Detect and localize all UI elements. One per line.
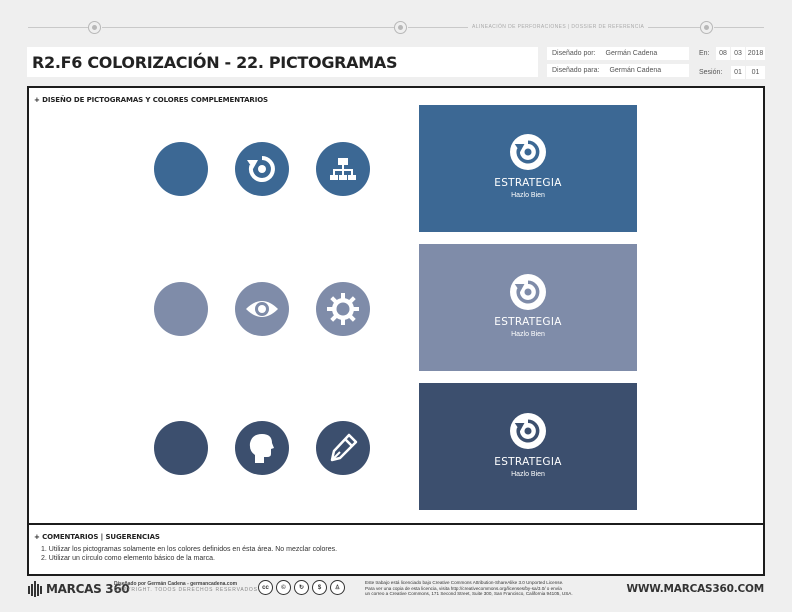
date-label: En: [699,50,710,57]
sitemap-pictogram [316,142,370,196]
designed-for-field [547,64,689,77]
eye-icon [242,289,282,329]
brand-logo-icon [510,134,546,170]
footer [0,576,792,612]
bars-logo-icon [28,581,42,597]
comments-list [41,545,337,563]
registration-strip [0,18,792,38]
sitemap-icon [328,154,358,184]
website-link[interactable]: WWW.MARCAS360.COM [626,583,764,595]
comment-item: 2. Utilizar un círculo como elemento básico de la marca. [41,555,215,562]
license-line: un correo a Creative Commons, 171 Second Street, Suite 300, San Francisco, California 94105, USA. [365,591,573,597]
date-year: 2018 [746,47,765,60]
color-swatch-secondary [154,282,208,336]
section-divider [29,523,763,525]
brand-name: ESTRATEGIA [494,316,562,328]
footer-credit [114,581,258,593]
strip-label: ALINEACIÓN DE PERFORACIONES | DOSSIER DE REFERENCIA [472,24,645,30]
designed-for-label: Diseñado para: [552,67,600,74]
eye-pictogram [235,282,289,336]
color-swatch-primary [154,142,208,196]
copyright-line: COPYRIGHT. TODOS DERECHOS RESERVADOS [114,587,258,593]
noncommercial-icon: $ [312,580,327,595]
comment-item: 1. Utilizar los pictogramas solamente en los colores definidos en ésta área. No mezclar colores. [41,546,338,553]
head-profile-icon [247,431,277,465]
refresh-pictogram [235,142,289,196]
brand-card-secondary [419,244,637,371]
section-title: + DISEÑO DE PICTOGRAMAS Y COLORES COMPLEMENTARIOS [34,96,269,104]
attribution-icon: © [276,580,291,595]
session-b: 01 [746,66,765,79]
brand-tagline: Hazlo Bien [511,471,545,478]
cc-icon: cc [258,580,273,595]
footer-brand: MARCAS 360 [46,582,130,596]
refresh-icon [245,152,279,186]
person-icon: ♙ [330,580,345,595]
brand-card-primary [419,105,637,232]
license-line: Este trabajo está licenciado bajo Creative Commons Attribution-ShareAlike 3.0 Unported License. [365,580,564,585]
brand-tagline: Hazlo Bien [511,331,545,338]
brand-name: ESTRATEGIA [494,177,562,189]
title-box [27,47,538,77]
registration-target-icon [88,21,101,34]
designed-by-field [547,47,689,60]
head-pictogram [235,421,289,475]
brand-logo-icon [510,274,546,310]
date-day: 08 [716,47,730,60]
license-line: Para ver una copia de esta licencia, visita http://creativecommons.org/licenses/by-sa/3.0/ o envía [365,585,562,591]
designed-by-value: Germán Cadena [605,50,658,57]
brand-tagline: Hazlo Bien [511,192,545,199]
gear-pictogram [316,282,370,336]
brand-card-tertiary [419,383,637,510]
designed-for-value: Germán Cadena [609,67,662,74]
license-icons [258,580,345,595]
credit-line: Diseñado por Germán Cadena - germancadena.com [114,581,238,587]
color-swatch-tertiary [154,421,208,475]
registration-target-icon [700,21,713,34]
brand-logo-icon [510,413,546,449]
pen-pictogram [316,421,370,475]
session-label: Sesión: [699,69,723,76]
designed-by-label: Diseñado por: [552,50,596,57]
license-text [365,580,573,597]
content-frame [27,86,765,576]
comments-title: + COMENTARIOS | SUGERENCIAS [34,533,160,541]
page-title: R2.F6 COLORIZACIÓN - 22. PICTOGRAMAS [32,53,398,72]
registration-target-icon [394,21,407,34]
share-alike-icon: ↻ [294,580,309,595]
date-month: 03 [731,47,745,60]
brand-name: ESTRATEGIA [494,456,562,468]
session-a: 01 [731,66,745,79]
pen-icon [327,432,359,464]
gear-icon [325,291,361,327]
